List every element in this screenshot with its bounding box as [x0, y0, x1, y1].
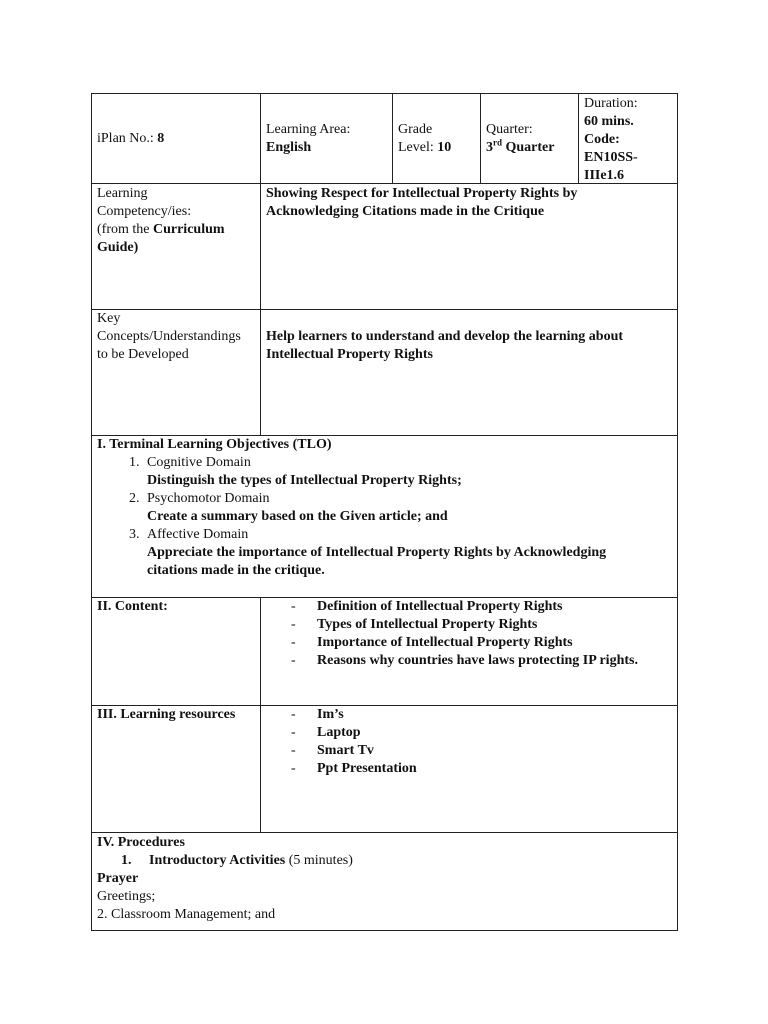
procedures-greetings: Greetings; [97, 889, 156, 904]
tlo-item: 3. Affective Domain Appreciate the importance of Intellectual Property Rights by Acknowledging citations made in the critique. [143, 526, 672, 580]
list-item: - Ppt Presentation [291, 760, 672, 778]
concepts-label-cell: Key Concepts/Understandings to be Developed [91, 309, 261, 436]
duration-label: Duration: [584, 96, 638, 111]
grade-level-label: Level: [398, 139, 434, 155]
quarter-label: Quarter: [486, 121, 533, 137]
iplan-value: 8 [157, 130, 165, 146]
list-item: - Laptop [291, 724, 672, 742]
quarter-value: 3rd Quarter [486, 136, 555, 155]
procedures-cell [91, 832, 678, 931]
list-item: - Importance of Intellectual Property Rights [291, 634, 672, 652]
duration-value: 60 mins. [584, 114, 634, 129]
resources-label-cell: III. Learning resources [91, 705, 261, 833]
tlo-cell [91, 435, 678, 598]
content-list [266, 598, 672, 670]
resources-list-cell [260, 705, 678, 833]
iplan-cell [91, 93, 261, 184]
list-item: - Smart Tv [291, 742, 672, 760]
learning-area-value: English [266, 139, 312, 155]
tlo-list [97, 454, 672, 580]
iplan-label: iPlan No.: [97, 130, 154, 146]
procedures-prayer: Prayer [97, 871, 139, 886]
duration-code-cell [578, 93, 678, 184]
code-value-line2: IIIe1.6 [584, 168, 625, 183]
grade-cell [392, 93, 481, 184]
tlo-item: 1. Cognitive Domain Distinguish the types of Intellectual Property Rights; [143, 454, 672, 490]
competency-text-cell: Showing Respect for Intellectual Property Rights by Acknowledging Citations made in the Critique [260, 183, 678, 310]
content-list-cell [260, 597, 678, 706]
tlo-heading: I. Terminal Learning Objectives (TLO) [97, 437, 332, 452]
list-item: - Definition of Intellectual Property Rights [291, 598, 672, 616]
code-value-line1: EN10SS- [584, 150, 638, 165]
procedures-classroom: 2. Classroom Management; and [97, 907, 276, 922]
grade-label: Grade [398, 121, 433, 137]
code-label: Code: [584, 132, 620, 147]
quarter-cell [480, 93, 579, 184]
procedures-heading: IV. Procedures [97, 835, 185, 850]
concepts-text-cell: Help learners to understand and develop the learning about Intellectual Property Rights [260, 309, 678, 436]
list-item: - Types of Intellectual Property Rights [291, 616, 672, 634]
tlo-item: 2. Psychomotor Domain Create a summary based on the Given article; and [143, 490, 672, 526]
learning-area-label: Learning Area: [266, 121, 351, 137]
procedures-step1: 1. Introductory Activities (5 minutes) [121, 853, 353, 868]
competency-label-cell: Learning Competency/ies: (from the Curriculum Guide) [91, 183, 261, 310]
learning-area-cell [260, 93, 393, 184]
list-item: - Im’s [291, 706, 672, 724]
list-item: - Reasons why countries have laws protecting IP rights. [291, 652, 672, 670]
grade-value: 10 [437, 139, 452, 155]
resources-list [266, 706, 672, 778]
content-label-cell: II. Content: [91, 597, 261, 706]
